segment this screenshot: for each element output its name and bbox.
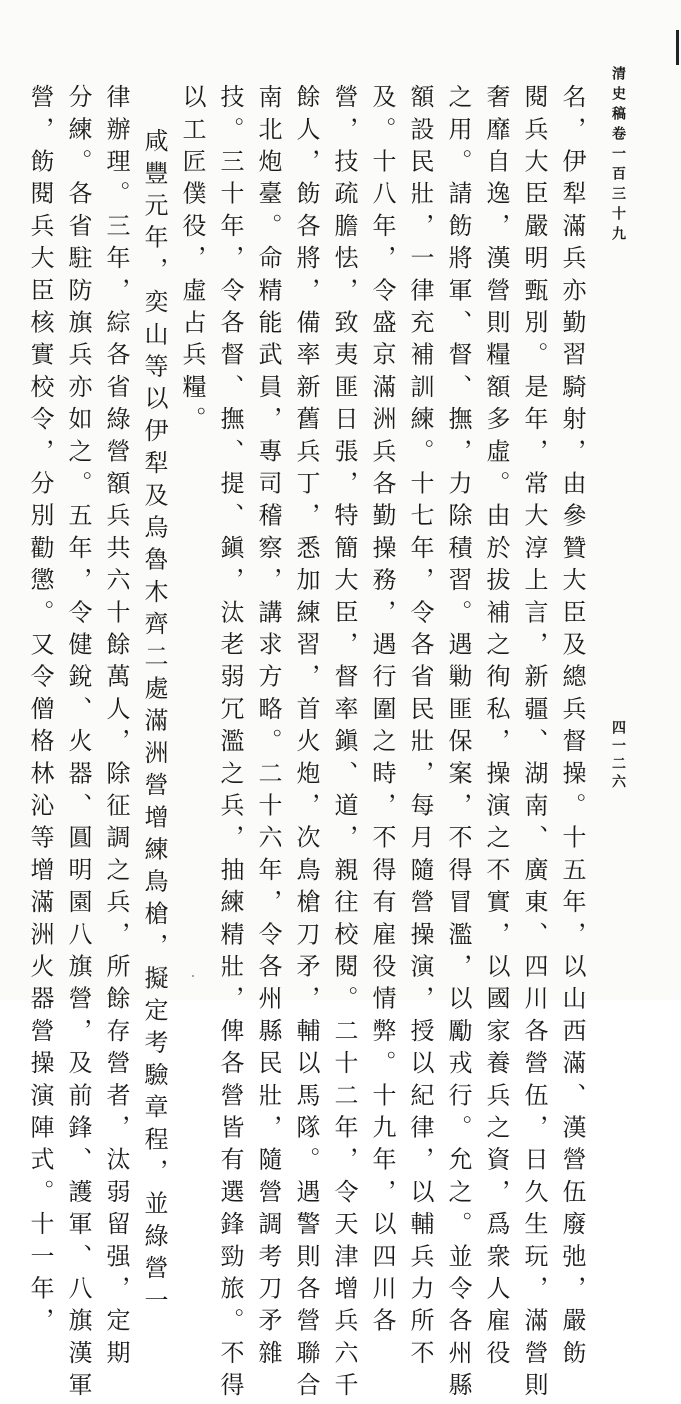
text-column-1: 名，伊犁滿兵亦勤習騎射，由參贊大臣及總兵督操。十五年，以山西滿、漢營伍廢弛，嚴飭 [558,84,586,1372]
text-column-5: 額設民壯，一律充補訓練。十七年，令各省民壯，每月隨營操演，授以紀律，以輔兵力所不 [406,84,434,1372]
running-head-title: 清史稿卷一百三十九 [610,66,626,246]
text-column-6: 及。十八年，令盛京滿洲兵各勤操務，遇行圍之時，不得有雇役情弊。十九年，以四川各 [368,84,396,1340]
text-column-2: 閱兵大臣嚴明甄別。是年，常大淳上言，新疆、湖南、廣東、四川各營伍，日久生玩，滿營則 [520,84,548,1404]
text-column-7: 營，技疏膽怯，致夷匪日張，特簡大臣，督率鎭、道，親往校閱。二十二年，令天津增兵六千 [330,84,358,1404]
text-column-14: 分練。各省駐防旗兵亦如之。五年，令健銳、火器、圓明園八旗營，及前鋒、護軍、八旗漢軍 [64,84,92,1404]
text-column-8: 餘人，飭各將，備率新舊兵丁，悉加練習，首火炮，次鳥槍刀矛，輔以馬隊。遇警則各營聯合 [292,84,320,1404]
text-column-3: 奢靡自逸，漢營則糧額多虛。由於拔補之徇私，操演之不實，以國家養兵之資，爲衆人雇役 [482,84,510,1372]
text-column-15: 營，飭閱兵大臣核實校令，分別勸懲。又令僧格林沁等增滿洲火器營操演陣式。十一年， [26,84,54,1340]
scan-edge-mark [676,30,679,65]
text-column-4: 之用。請飭將軍、督、撫，力除積習。遇勦匪保案，不得冒濫，以勵戎行。允之。並令各州縣 [444,84,472,1404]
text-column-13: 律辦理。三年，綜各省綠營額兵共六十餘萬人，除征調之兵，所餘存營者，汰弱留强，定期 [102,84,130,1372]
text-column-12: 咸豐元年，奕山等以伊犁及烏魯木齊二處滿洲營增練鳥槍，擬定考驗章程，並綠營一 [140,128,168,1320]
text-column-11: 以工匠僕役，虛占兵糧。 [178,84,206,439]
text-column-10: 技。三十年，令各督、撫、提、鎭，汰老弱冗濫之兵，抽練精壯，俾各營皆有選鋒勁旅。不得 [216,84,244,1404]
page-number: 四一二六 [610,720,626,792]
text-column-9: 南北炮臺。命精能武員，專司稽察，講求方略。二十六年，令各州縣民壯，隨營調考刀矛雜 [254,84,282,1372]
scan-speck [192,975,194,977]
